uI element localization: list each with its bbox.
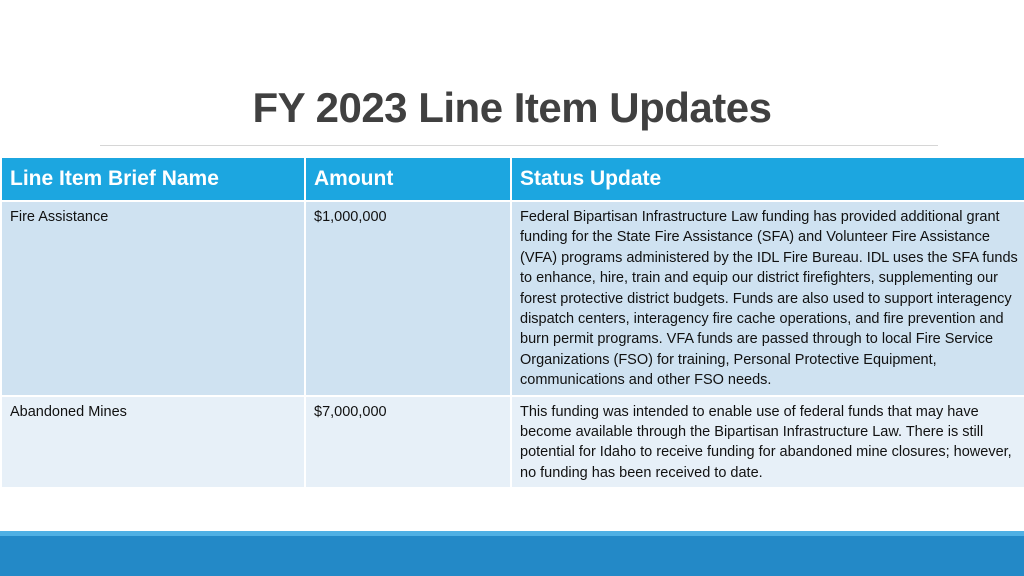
page-title: FY 2023 Line Item Updates <box>252 84 772 131</box>
cell-amount: $1,000,000 <box>305 201 511 396</box>
table-row <box>1 201 1024 396</box>
column-header-name: Line Item Brief Name <box>1 157 305 201</box>
column-header-amount: Amount <box>305 157 511 201</box>
cell-status: This funding was intended to enable use of federal funds that may have become available through the Bipartisan Infrastructure Law. There is still potential for Idaho to receive funding for abandoned mine closures; however, no funding has been received to date. <box>511 396 1024 489</box>
line-item-table <box>0 156 1024 489</box>
column-header-status: Status Update <box>511 157 1024 201</box>
footer-band <box>0 531 1024 576</box>
cell-name: Abandoned Mines <box>1 396 305 489</box>
title-divider <box>100 145 938 146</box>
table-row <box>1 396 1024 489</box>
table-header-row <box>1 157 1024 201</box>
cell-name: Fire Assistance <box>1 201 305 396</box>
cell-amount: $7,000,000 <box>305 396 511 489</box>
footer-highlight-stripe <box>0 531 1024 536</box>
cell-status: Federal Bipartisan Infrastructure Law funding has provided additional grant funding for the State Fire Assistance (SFA) and Volunteer Fire Assistance (VFA) programs administered by the IDL Fire Bureau. IDL uses the SFA funds to enhance, hire, train and equip our district firefighters, supplementing our forest protective district budgets. Funds are also used to support interagency dispatch centers, interagency fire cache operations, and fire prevention and burn permit programs. VFA funds are passed through to local Fire Service Organizations (FSO) for training, Personal Protective Equipment, communications and other FSO needs. <box>511 201 1024 396</box>
